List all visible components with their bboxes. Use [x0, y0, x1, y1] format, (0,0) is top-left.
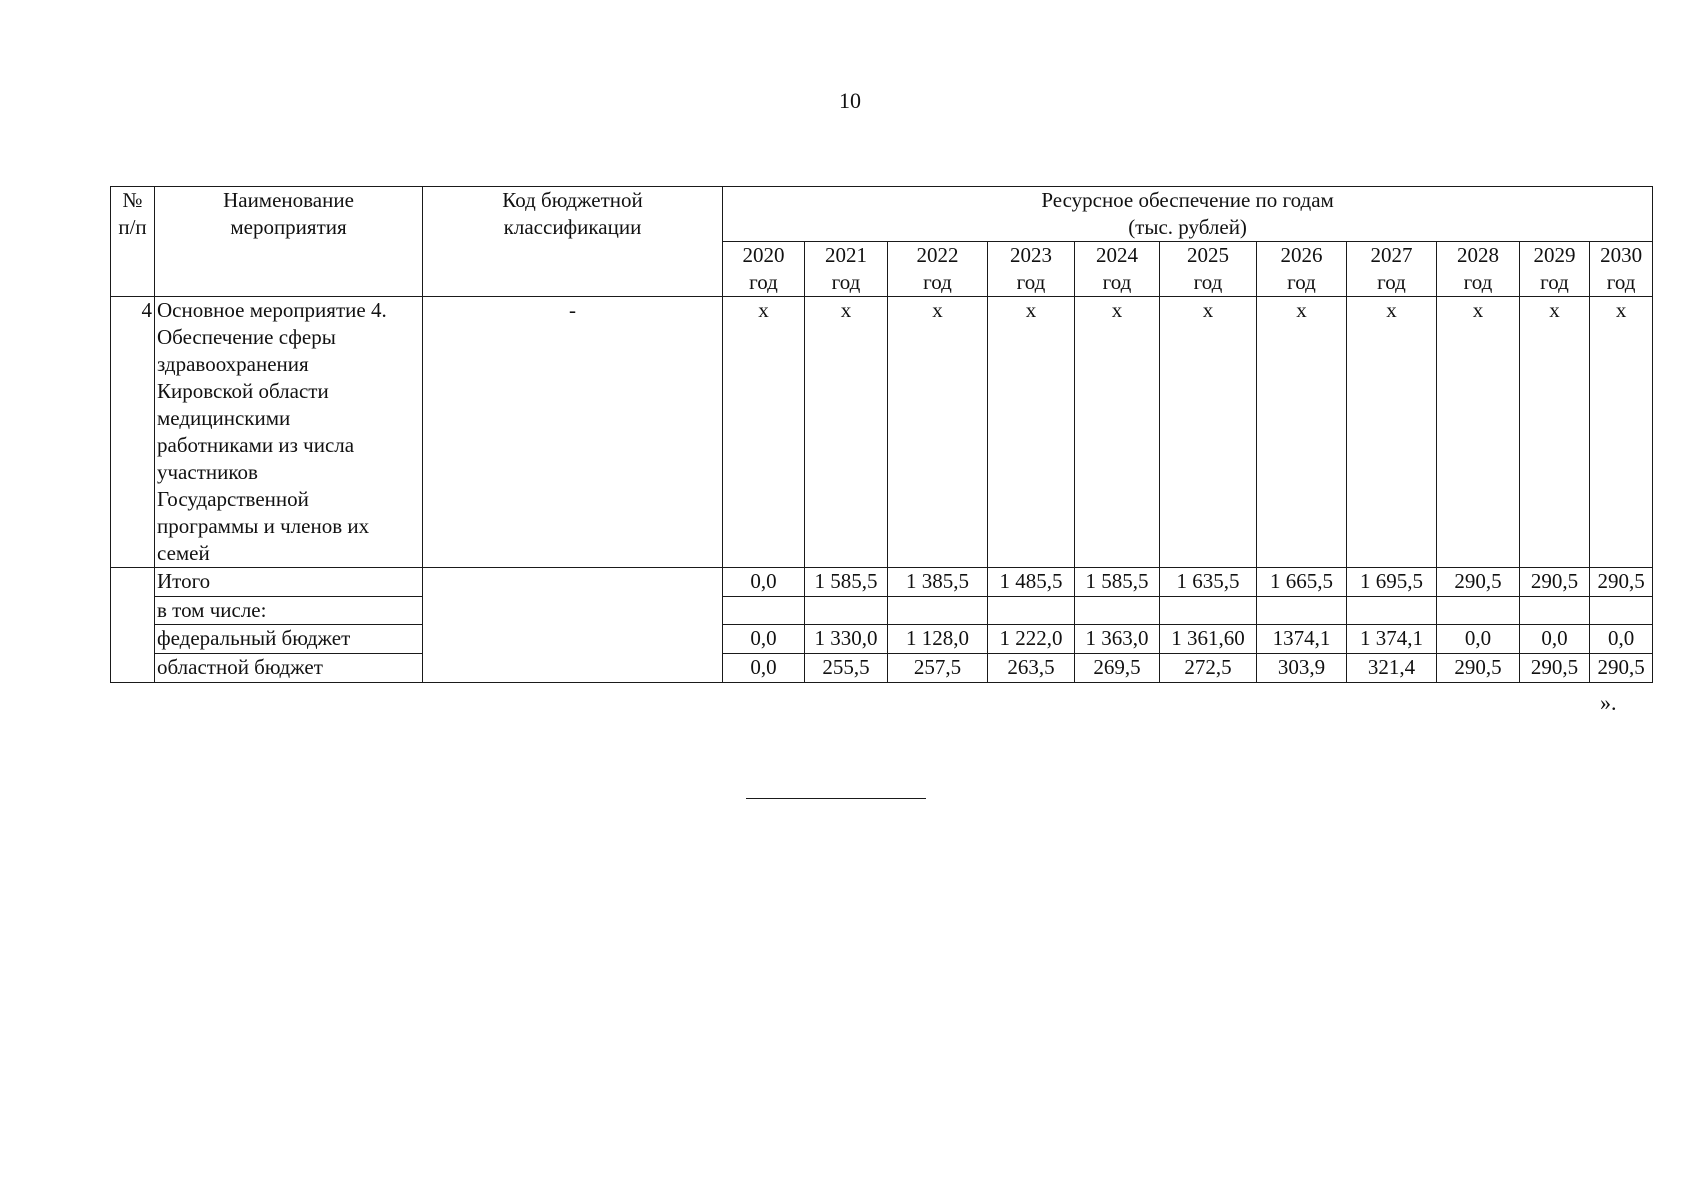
year-header-2022 — [888, 242, 988, 297]
financing-value: 255,5 — [805, 654, 888, 683]
financing-value — [723, 597, 805, 625]
measure-year-mark: x — [1590, 297, 1653, 568]
financing-value: 0,0 — [1590, 625, 1653, 654]
page-number: 10 — [839, 88, 861, 113]
financing-value: 290,5 — [1520, 568, 1590, 597]
year-unit: год — [923, 270, 952, 294]
measure-code: - — [423, 297, 723, 568]
measure-name-line: Основное мероприятие 4. — [157, 298, 387, 322]
financing-value: 1 585,5 — [1075, 568, 1160, 597]
year-unit: год — [1102, 270, 1132, 294]
financing-value: 1 385,5 — [888, 568, 988, 597]
year-unit: год — [1377, 270, 1406, 294]
year-label: 2022 — [916, 243, 959, 267]
federal-budget-row — [111, 625, 1653, 654]
year-label: 2028 — [1457, 243, 1499, 267]
financing-value: 272,5 — [1160, 654, 1257, 683]
measure-year-mark: x — [805, 297, 888, 568]
measure-year-mark: x — [1347, 297, 1437, 568]
measure-name-line: медицинскими — [157, 406, 291, 430]
financing-value: 0,0 — [1437, 625, 1520, 654]
financing-value: 1 695,5 — [1347, 568, 1437, 597]
measure-name-line: участников — [157, 460, 258, 484]
year-unit: год — [1540, 270, 1569, 294]
header-name — [155, 187, 423, 297]
financing-value: 1374,1 — [1257, 625, 1347, 654]
financing-value: 290,5 — [1590, 568, 1653, 597]
measure-name-line: Кировской области — [157, 379, 329, 403]
financing-value: 1 128,0 — [888, 625, 988, 654]
header-num-line: № — [122, 188, 143, 212]
year-label: 2029 — [1533, 243, 1576, 267]
financing-value: 1 330,0 — [805, 625, 888, 654]
header-num-line: п/п — [118, 215, 147, 239]
header-code-line: классификации — [503, 215, 642, 239]
measure-year-mark: x — [988, 297, 1075, 568]
year-header-2030 — [1590, 242, 1653, 297]
header-code — [423, 187, 723, 297]
year-unit: год — [1016, 270, 1046, 294]
year-label: 2026 — [1280, 243, 1323, 267]
financing-code-cell — [423, 568, 723, 683]
financing-label: федеральный бюджет — [155, 625, 423, 654]
year-header-2026 — [1257, 242, 1347, 297]
financing-label: в том числе: — [155, 597, 423, 625]
year-header-2024 — [1075, 242, 1160, 297]
measure-row — [111, 297, 1653, 568]
header-resources-line: (тыс. рублей) — [1128, 215, 1247, 239]
header-resources-line: Ресурсное обеспечение по годам — [1041, 188, 1334, 212]
financing-value: 290,5 — [1437, 654, 1520, 683]
year-label: 2024 — [1096, 243, 1138, 267]
financing-label: Итого — [155, 568, 423, 597]
financing-value: 0,0 — [723, 568, 805, 597]
measure-name — [155, 297, 423, 568]
measure-year-mark: x — [1075, 297, 1160, 568]
signature-line — [746, 798, 926, 799]
measure-name-line: программы и членов их — [157, 514, 370, 538]
financing-value: 0,0 — [1520, 625, 1590, 654]
financing-value: 1 361,60 — [1160, 625, 1257, 654]
resource-table — [110, 186, 1653, 683]
header-code-line: Код бюджетной — [502, 188, 643, 212]
financing-value — [888, 597, 988, 625]
year-header-2028 — [1437, 242, 1520, 297]
year-label: 2027 — [1370, 243, 1413, 267]
measure-year-mark: x — [1520, 297, 1590, 568]
financing-value: 1 635,5 — [1160, 568, 1257, 597]
financing-value: 263,5 — [988, 654, 1075, 683]
measure-name-line: семей — [157, 541, 210, 565]
financing-value: 0,0 — [723, 654, 805, 683]
year-header-2025 — [1160, 242, 1257, 297]
measure-name-line: Обеспечение сферы — [157, 325, 336, 349]
year-unit: год — [1606, 270, 1636, 294]
year-unit: год — [831, 270, 861, 294]
financing-num-cell — [111, 568, 155, 683]
measure-year-mark: x — [888, 297, 988, 568]
financing-value — [1437, 597, 1520, 625]
financing-value: 1 585,5 — [805, 568, 888, 597]
financing-value — [805, 597, 888, 625]
financing-value: 290,5 — [1520, 654, 1590, 683]
financing-value — [1520, 597, 1590, 625]
measure-name-line: Государственной — [157, 487, 309, 511]
financing-label: областной бюджет — [155, 654, 423, 683]
financing-value: 0,0 — [723, 625, 805, 654]
financing-value: 290,5 — [1590, 654, 1653, 683]
year-header-2027 — [1347, 242, 1437, 297]
year-header-2020 — [723, 242, 805, 297]
header-name-line: мероприятия — [230, 215, 347, 239]
measure-year-mark: x — [1257, 297, 1347, 568]
financing-value: 1 665,5 — [1257, 568, 1347, 597]
year-unit: год — [1287, 270, 1316, 294]
financing-value: 290,5 — [1437, 568, 1520, 597]
financing-value: 1 222,0 — [988, 625, 1075, 654]
financing-value — [1590, 597, 1653, 625]
year-label: 2025 — [1187, 243, 1229, 267]
measure-year-mark: x — [1160, 297, 1257, 568]
measure-year-mark: x — [723, 297, 805, 568]
financing-value: 321,4 — [1347, 654, 1437, 683]
financing-value: 257,5 — [888, 654, 988, 683]
financing-value: 1 485,5 — [988, 568, 1075, 597]
header-resources — [723, 187, 1653, 242]
including-row — [111, 597, 1653, 625]
year-label: 2020 — [742, 243, 785, 267]
financing-value: 303,9 — [1257, 654, 1347, 683]
year-unit: год — [1193, 270, 1223, 294]
year-label: 2030 — [1600, 243, 1643, 267]
total-row — [111, 568, 1653, 597]
financing-value — [1075, 597, 1160, 625]
year-header-2021 — [805, 242, 888, 297]
financing-value — [988, 597, 1075, 625]
year-label: 2023 — [1010, 243, 1052, 267]
year-header-2029 — [1520, 242, 1590, 297]
year-header-2023 — [988, 242, 1075, 297]
financing-value: 269,5 — [1075, 654, 1160, 683]
financing-value — [1347, 597, 1437, 625]
year-unit: год — [749, 270, 778, 294]
measure-name-line: работниками из числа — [157, 433, 355, 457]
measure-num: 4 — [111, 297, 155, 568]
header-num — [111, 187, 155, 297]
regional-budget-row — [111, 654, 1653, 683]
financing-value — [1160, 597, 1257, 625]
header-name-line: Наименование — [223, 188, 354, 212]
year-label: 2021 — [825, 243, 867, 267]
financing-value — [1257, 597, 1347, 625]
year-unit: год — [1463, 270, 1493, 294]
measure-name-line: здравоохранения — [157, 352, 309, 376]
measure-year-mark: x — [1437, 297, 1520, 568]
header-row — [111, 187, 1653, 242]
financing-value: 1 374,1 — [1347, 625, 1437, 654]
financing-value: 1 363,0 — [1075, 625, 1160, 654]
closing-quote: ». — [1600, 690, 1617, 715]
